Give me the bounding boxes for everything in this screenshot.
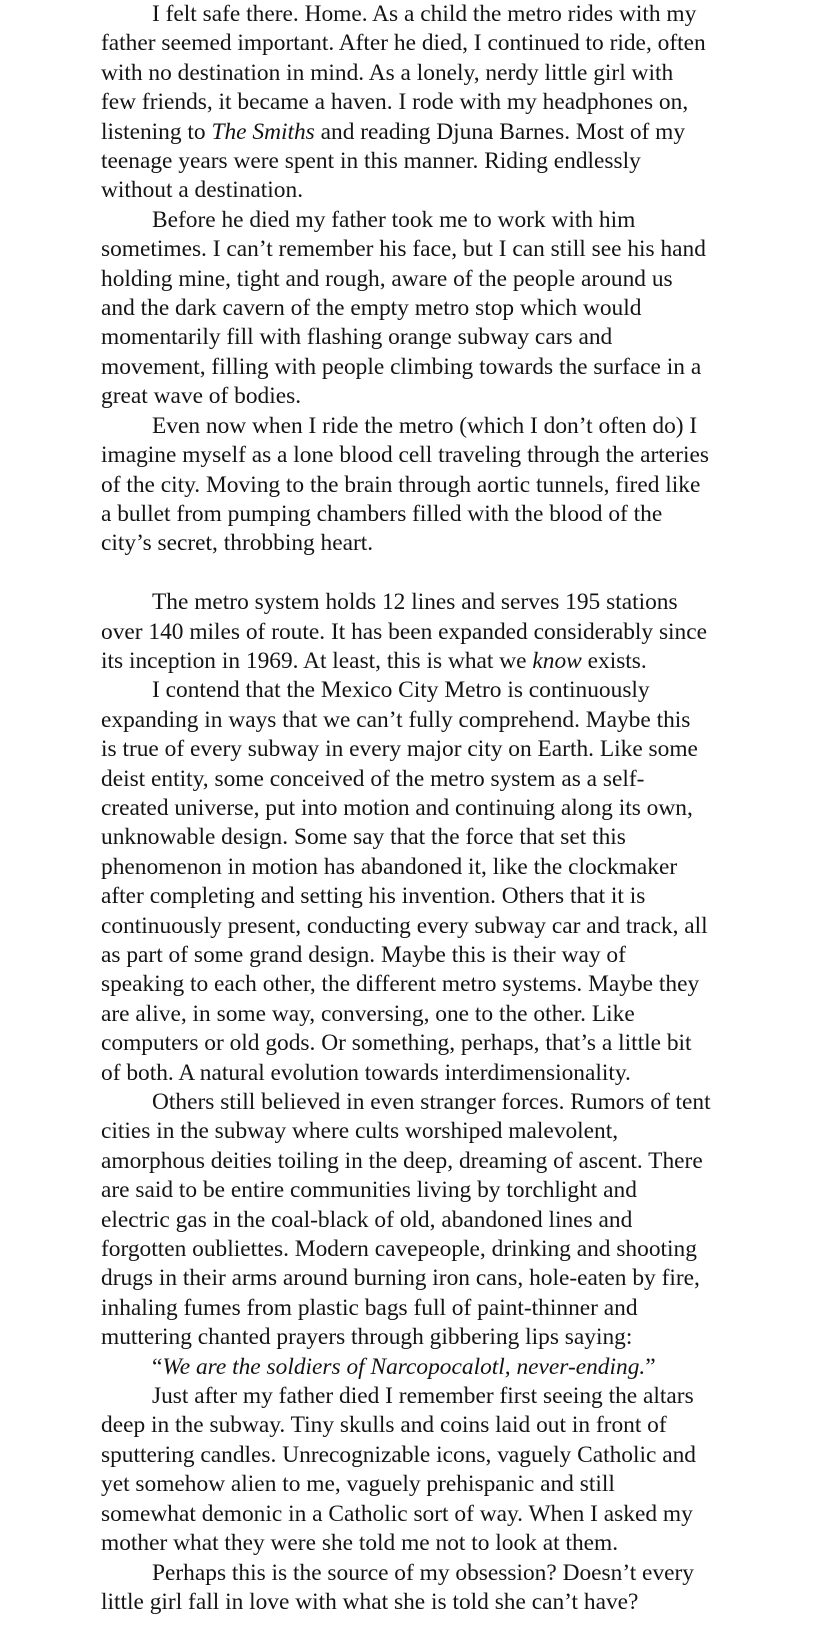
text-line: as part of some grand design. Maybe this is their way of: [101, 941, 626, 968]
paragraph: [101, 676, 761, 1088]
text-line: I contend that the Mexico City Metro is continuously: [152, 677, 650, 704]
text-line: a bullet from pumping chambers filled with the blood of the: [101, 500, 663, 527]
text-line: movement, filling with people climbing towards the surface in a: [101, 353, 702, 380]
text-line: are said to be entire communities living by torchlight and: [101, 1177, 637, 1204]
text-line: drugs in their arms around burning iron cans, hole-eaten by fire,: [101, 1265, 700, 1292]
text-line: father seemed important. After he died, I continued to ride, often: [101, 30, 706, 57]
text-line: of the city. Moving to the brain through aortic tunnels, fired like: [101, 471, 701, 498]
text-line: expanding in ways that we can’t fully comprehend. Maybe this: [101, 706, 691, 733]
quote-paragraph: [101, 1353, 761, 1382]
text-run: and reading Djuna Barnes. Most of my: [314, 118, 686, 145]
emphasis-italic: know: [532, 647, 582, 674]
text-line: of both. A natural evolution towards interdimensionality.: [101, 1059, 631, 1086]
text-line: is true of every subway in every major city on Earth. Like some: [101, 736, 698, 763]
text-line: somewhat demonic in a Catholic sort of way. When I asked my: [101, 1500, 693, 1527]
text-line: few friends, it became a haven. I rode with my headphones on,: [101, 89, 689, 116]
text-line: muttering chanted prayers through gibbering lips saying:: [101, 1324, 633, 1351]
text-line: [101, 118, 761, 147]
quote-italic: We are the soldiers of Narcopocalotl, never-ending.: [162, 1353, 646, 1380]
text-line: computers or old gods. Or something, perhaps, that’s a little bit: [101, 1030, 692, 1057]
text-line: Others still believed in even stranger forces. Rumors of tent: [152, 1089, 711, 1116]
text-line: little girl fall in love with what she is told she can’t have?: [101, 1588, 639, 1615]
document-page: [101, 0, 761, 1617]
text-line: holding mine, tight and rough, aware of the people around us: [101, 265, 673, 292]
text-line: Just after my father died I remember first seeing the altars: [152, 1383, 694, 1410]
text-run: listening to: [101, 118, 212, 145]
text-line: sometimes. I can’t remember his face, but I can still see his hand: [101, 236, 706, 263]
text-line: electric gas in the coal-black of old, abandoned lines and: [101, 1206, 633, 1233]
section-break: [101, 559, 761, 588]
text-line: forgotten oubliettes. Modern cavepeople, drinking and shooting: [101, 1236, 697, 1263]
paragraph: [101, 412, 761, 559]
band-name-italic: The Smiths: [211, 118, 315, 145]
text-line: teenage years were spent in this manner. Riding endlessly: [101, 148, 641, 175]
text-line: speaking to each other, the different metro systems. Maybe they: [101, 971, 700, 998]
text-run: exists.: [581, 647, 647, 674]
text-line: over 140 miles of route. It has been expanded considerably since: [101, 618, 708, 645]
text-line: continuously present, conducting every subway car and track, all: [101, 912, 708, 939]
text-line: deist entity, some conceived of the metro system as a self-: [101, 765, 645, 792]
text-line: [101, 1353, 761, 1382]
open-quote: “: [152, 1353, 163, 1380]
paragraph: [101, 1559, 761, 1618]
text-line: great wave of bodies.: [101, 383, 302, 410]
text-line: phenomenon in motion has abandoned it, like the clockmaker: [101, 853, 678, 880]
paragraph: [101, 1088, 761, 1353]
text-line: I felt safe there. Home. As a child the metro rides with my: [152, 1, 697, 27]
text-line: without a destination.: [101, 177, 304, 204]
text-line: The metro system holds 12 lines and serves 195 stations: [152, 589, 678, 616]
text-line: deep in the subway. Tiny skulls and coins laid out in front of: [101, 1412, 667, 1439]
text-line: unknowable design. Some say that the force that set this: [101, 824, 626, 851]
text-line: imagine myself as a lone blood cell traveling through the arteries: [101, 442, 709, 469]
text-line: momentarily fill with flashing orange subway cars and: [101, 324, 613, 351]
paragraph: [101, 206, 761, 412]
text-line: Before he died my father took me to work with him: [152, 206, 636, 233]
text-line: cities in the subway where cults worshiped malevolent,: [101, 1118, 619, 1145]
paragraph: [101, 588, 761, 676]
text-line: with no destination in mind. As a lonely, nerdy little girl with: [101, 59, 674, 86]
text-line: [101, 647, 761, 676]
text-line: Even now when I ride the metro (which I don’t often do) I: [152, 412, 698, 439]
text-line: created universe, put into motion and continuing along its own,: [101, 794, 693, 821]
text-line: and the dark cavern of the empty metro stop which would: [101, 295, 642, 322]
close-quote: ”: [645, 1353, 656, 1380]
paragraph: [101, 1382, 761, 1558]
text-line: amorphous deities toiling in the deep, dreaming of ascent. There: [101, 1147, 703, 1174]
text-line: yet somehow alien to me, vaguely prehispanic and still: [101, 1471, 615, 1498]
text-line: are alive, in some way, conversing, one to the other. Like: [101, 1000, 635, 1027]
paragraph: [101, 0, 761, 206]
text-line: Perhaps this is the source of my obsession? Doesn’t every: [152, 1559, 695, 1586]
text-line: sputtering candles. Unrecognizable icons, vaguely Catholic and: [101, 1441, 696, 1468]
text-line: city’s secret, throbbing heart.: [101, 530, 374, 557]
text-line: after completing and setting his invention. Others that it is: [101, 883, 646, 910]
text-line: mother what they were she told me not to look at them.: [101, 1530, 619, 1557]
text-run: its inception in 1969. At least, this is what we: [101, 647, 533, 674]
text-line: inhaling fumes from plastic bags full of paint-thinner and: [101, 1294, 638, 1321]
